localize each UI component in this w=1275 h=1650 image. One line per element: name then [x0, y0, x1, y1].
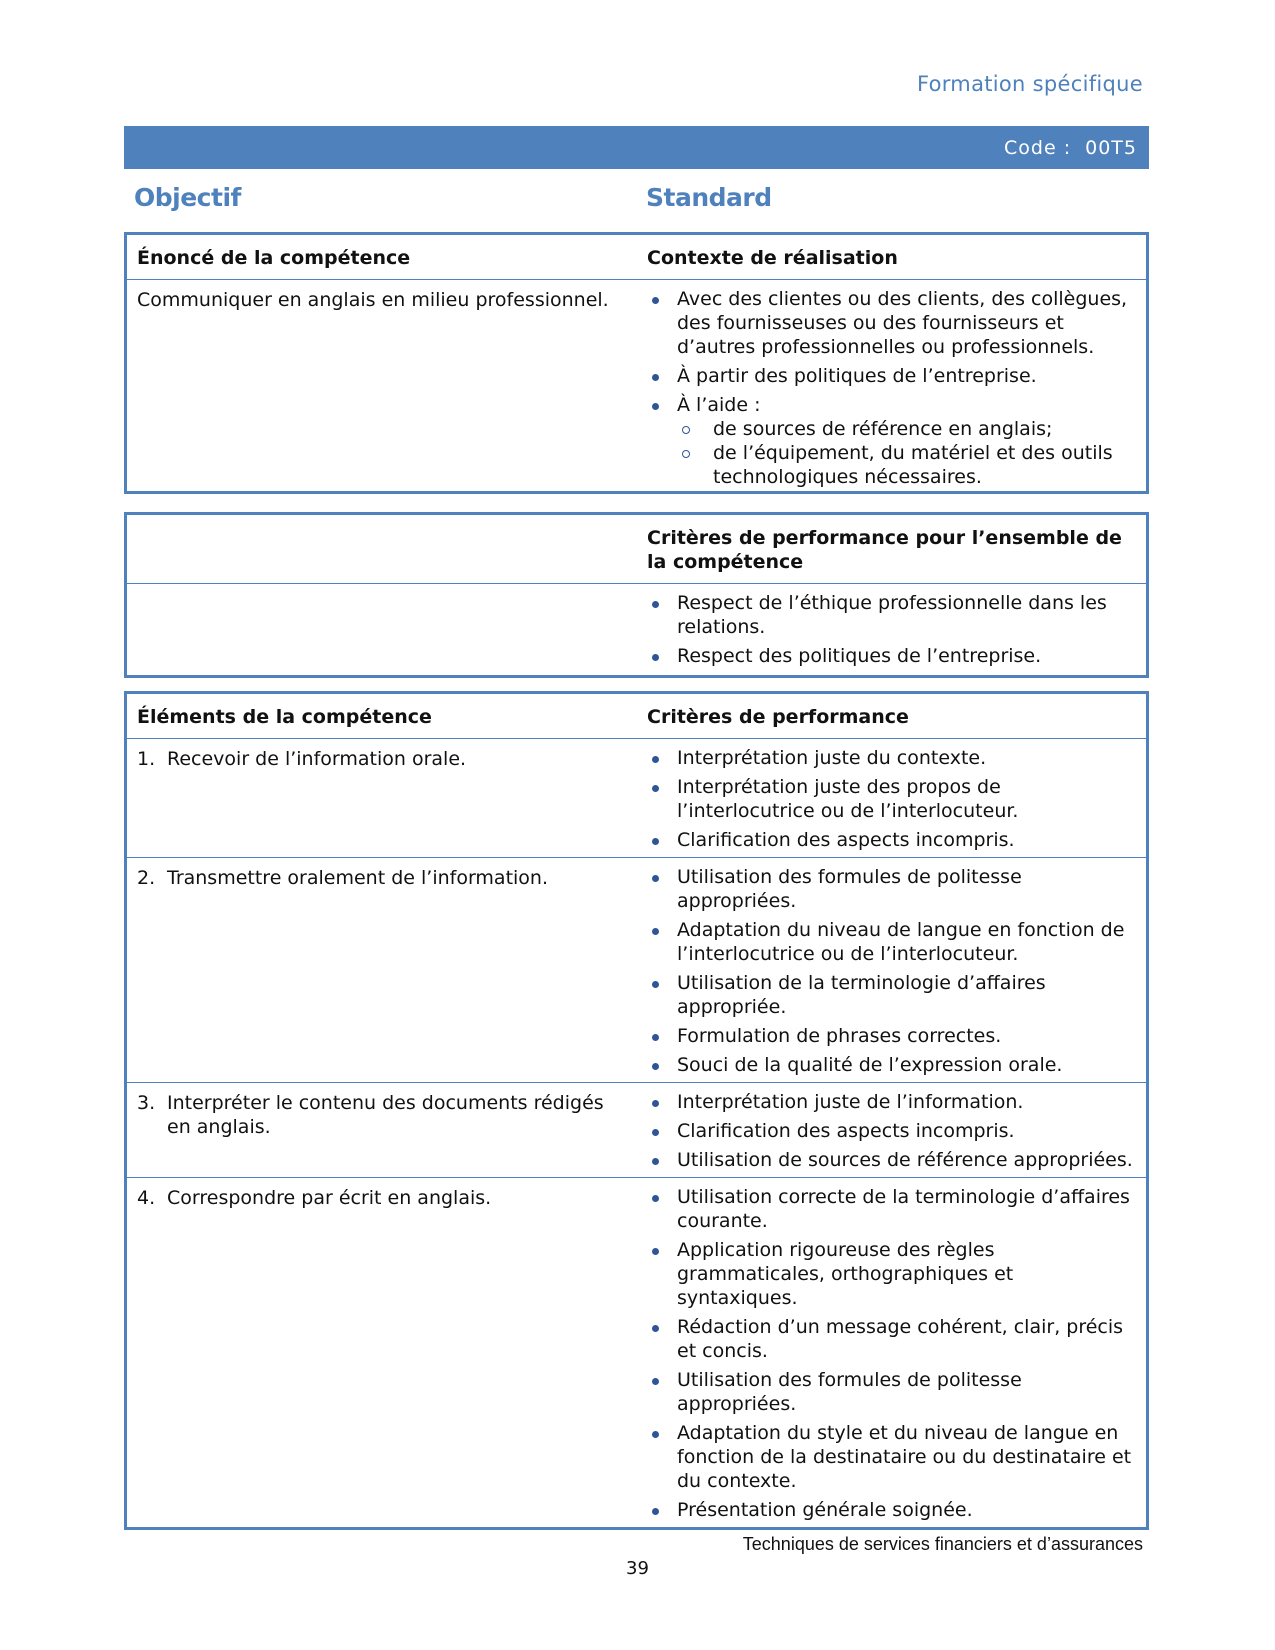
overall-criteria-header: Critères de performance pour l’ensemble de la compétence	[647, 527, 1122, 573]
bullet-icon	[652, 1378, 659, 1385]
elements-criteria-table	[124, 691, 1149, 1530]
list-item: Utilisation de la terminologie d’affaires appropriée.	[647, 971, 1136, 1019]
footer-program-title: Techniques de services financiers et d’assurances	[742, 1534, 1143, 1554]
list-item: Utilisation correcte de la terminologie d’affaires courante.	[647, 1185, 1136, 1233]
context-header: Contexte de réalisation	[647, 247, 898, 269]
table-row	[126, 739, 1148, 858]
bullet-icon	[652, 297, 659, 304]
list-item: Avec des clientes ou des clients, des collègues, des fournisseuses ou des fournisseurs et d’autres professionnelles ou professionnels.	[647, 287, 1136, 359]
element-label: 2. Transmettre oralement de l’information.	[137, 867, 549, 889]
overall-criteria-list	[647, 591, 1136, 668]
list-item: Respect de l’éthique professionnelle dans les relations.	[647, 591, 1136, 639]
list-item: Formulation de phrases correctes.	[647, 1024, 1136, 1048]
criteria-header: Critères de performance	[647, 706, 909, 728]
bullet-icon	[652, 1248, 659, 1255]
element-label: 4. Correspondre par écrit en anglais.	[137, 1187, 492, 1209]
bullet-icon	[652, 403, 659, 410]
bullet-icon	[652, 785, 659, 792]
bullet-icon	[652, 981, 659, 988]
list-item: Utilisation de sources de référence appropriées.	[647, 1148, 1136, 1172]
bullet-icon	[652, 928, 659, 935]
list-item: À l’aide : de sources de référence en anglais; de l’équipement, du matériel et des outils technologiques nécessaires.	[647, 393, 1136, 489]
bullet-icon	[652, 756, 659, 763]
bullet-icon	[652, 1100, 659, 1107]
section-label: Formation spécifique	[916, 72, 1143, 96]
list-item: Présentation générale soignée.	[647, 1498, 1136, 1522]
code-bar	[124, 126, 1149, 169]
list-item: À partir des politiques de l’entreprise.	[647, 364, 1136, 388]
page-number: 39	[626, 1558, 649, 1579]
table-row	[126, 858, 1148, 1083]
elements-header: Éléments de la compétence	[137, 706, 432, 728]
bullet-icon	[652, 1508, 659, 1515]
code-value: 00T5	[1085, 136, 1137, 159]
list-item: Adaptation du style et du niveau de langue en fonction de la destinataire ou du destinataire et du contexte.	[647, 1421, 1136, 1493]
bullet-icon	[652, 1158, 659, 1165]
competence-statement: Communiquer en anglais en milieu professionnel.	[126, 280, 638, 493]
overall-criteria-table	[124, 512, 1149, 678]
code-label: Code :	[1004, 136, 1072, 159]
sublist-item: de sources de référence en anglais;	[677, 417, 1136, 441]
table-row	[126, 1178, 1148, 1529]
element-label: 3. Interpréter le contenu des documents rédigés en anglais.	[137, 1092, 604, 1138]
list-item: Interprétation juste de l’information.	[647, 1090, 1136, 1114]
standard-title: Standard	[646, 183, 772, 212]
criteria-list	[647, 746, 1136, 852]
criteria-list	[647, 1090, 1136, 1172]
list-item: Interprétation juste des propos de l’interlocutrice ou de l’interlocuteur.	[647, 775, 1136, 823]
criteria-list	[647, 865, 1136, 1077]
bullet-icon	[652, 654, 659, 661]
column-titles	[124, 183, 1149, 212]
bullet-icon	[652, 374, 659, 381]
list-item: Rédaction d’un message cohérent, clair, précis et concis.	[647, 1315, 1136, 1363]
list-item: Utilisation des formules de politesse appropriées.	[647, 1368, 1136, 1416]
table-row	[126, 1083, 1148, 1178]
bullet-icon	[652, 601, 659, 608]
competence-statement-table	[124, 232, 1149, 494]
empty-cell	[126, 584, 638, 677]
list-item: Clarification des aspects incompris.	[647, 828, 1136, 852]
list-item: Application rigoureuse des règles grammaticales, orthographiques et syntaxiques.	[647, 1238, 1136, 1310]
context-sublist	[677, 417, 1136, 489]
circle-bullet-icon	[682, 450, 690, 458]
context-list	[647, 287, 1136, 489]
bullet-icon	[652, 1129, 659, 1136]
bullet-icon	[652, 875, 659, 882]
list-item: Respect des politiques de l’entreprise.	[647, 644, 1136, 668]
bullet-icon	[652, 838, 659, 845]
list-item: Clarification des aspects incompris.	[647, 1119, 1136, 1143]
bullet-icon	[652, 1195, 659, 1202]
criteria-list	[647, 1185, 1136, 1522]
sublist-item: de l’équipement, du matériel et des outils technologiques nécessaires.	[677, 441, 1136, 489]
bullet-icon	[652, 1431, 659, 1438]
list-item: Utilisation des formules de politesse appropriées.	[647, 865, 1136, 913]
circle-bullet-icon	[682, 426, 690, 434]
statement-header: Énoncé de la compétence	[137, 247, 411, 269]
bullet-icon	[652, 1034, 659, 1041]
bullet-icon	[652, 1063, 659, 1070]
bullet-icon	[652, 1325, 659, 1332]
objectif-title: Objectif	[134, 183, 241, 212]
empty-cell	[126, 514, 638, 584]
element-label: 1. Recevoir de l’information orale.	[137, 748, 467, 770]
list-item: Adaptation du niveau de langue en fonction de l’interlocutrice ou de l’interlocuteur.	[647, 918, 1136, 966]
list-item: Souci de la qualité de l’expression orale.	[647, 1053, 1136, 1077]
list-item: Interprétation juste du contexte.	[647, 746, 1136, 770]
